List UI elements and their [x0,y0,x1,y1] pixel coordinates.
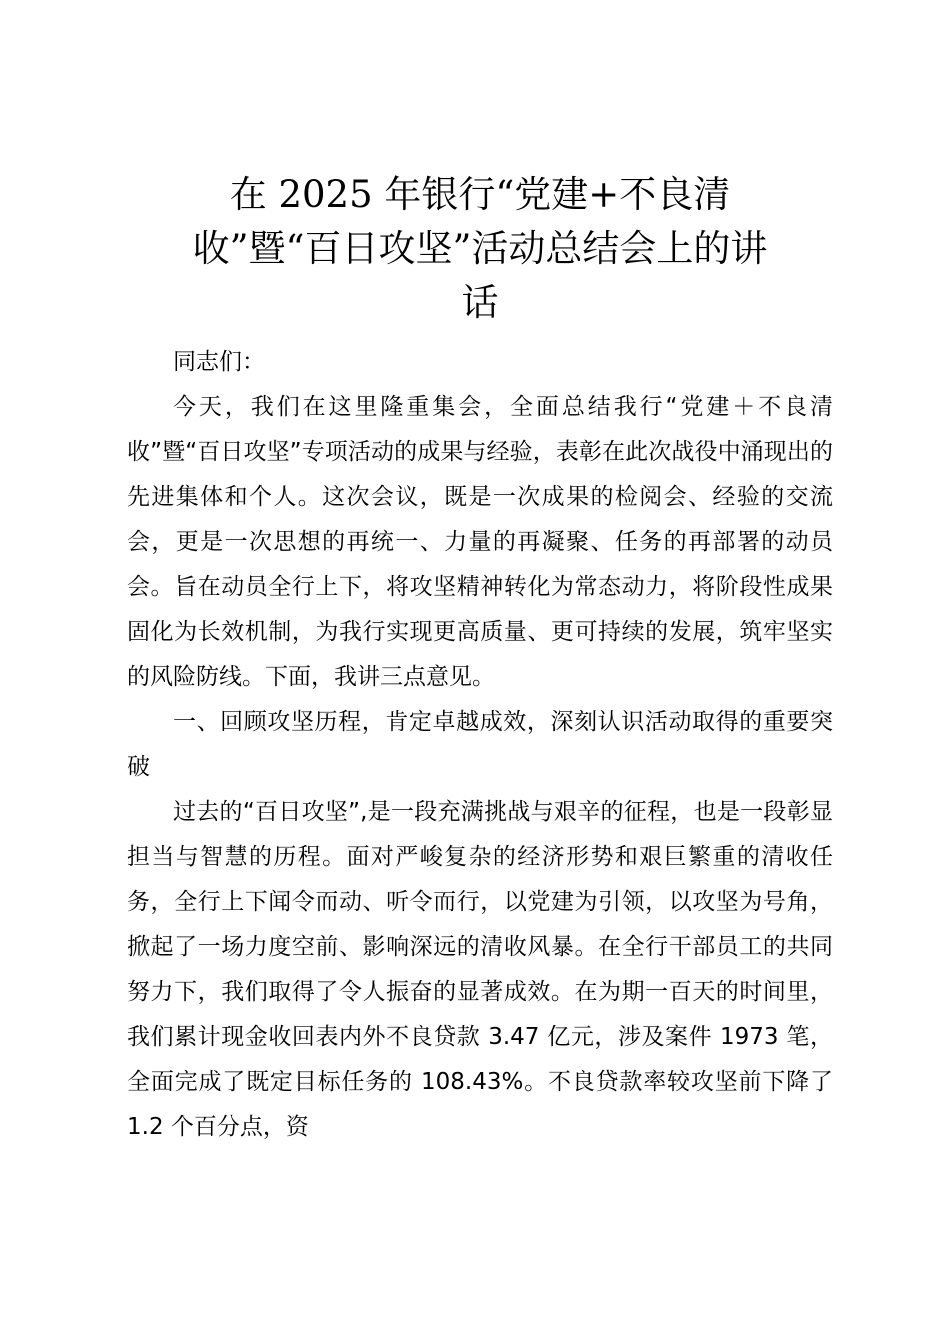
title-line-2: 收”暨“百日攻坚”活动总结会上的讲 [192,227,768,270]
section-heading-1: 一、回顾攻坚历程，肯定卓越成效，深刻认识活动取得的重要突破 [127,709,833,780]
opening-paragraph: 今天，我们在这里隆重集会，全面总结我行“党建＋不良清收”暨“百日攻坚”专项活动的成果与经验，表彰在此次战役中涌现出的先进集体和个人。这次会议，既是一次成果的检阅会、经验的交流会，更是一次思想的再统一、力量的再凝聚、任务的再部署的动员会。旨在动员全行上下，将攻坚精神转化为常态动力，将阶段性成果固化为长效机制，为我行实现更高质量、更可持续的发展，筑牢坚实的风险防线。下面，我讲三点意见。 [127,394,833,690]
title-line-3: 话 [461,281,499,324]
document-page [127,168,833,1150]
document-title [127,168,833,330]
salutation: 同志们： [173,349,265,375]
title-line-1: 在 2025 年银行“党建+不良清 [229,173,731,216]
body-paragraph: 过去的“百日攻坚”,是一段充满挑战与艰辛的征程，也是一段彰显担当与智慧的历程。面对严峻复杂的经济形势和艰巨繁重的清收任务，全行上下闻令而动、听令而行，以党建为引领，以攻坚为号角，掀起了一场力度空前、影响深远的清收风暴。在全行干部员工的共同努力下，我们取得了令人振奋的显著成效。在为期一百天的时间里，我们累计现金收回表内外不良贷款 3.47 亿元，涉及案件 1973 笔，全面完成了既定目标任务的 108.43%。不良贷款率较攻坚前下降了 1.2 个百分点，资 [127,799,833,1140]
